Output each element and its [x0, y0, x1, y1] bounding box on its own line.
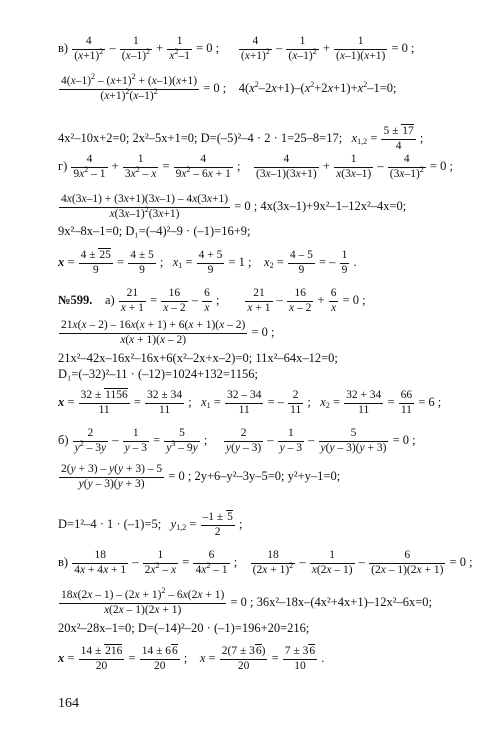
- page-number: 164: [58, 696, 79, 711]
- item-g-common-denominator: $\frac{4x(3x-1) + (3x+1)(3x-1) - 4x(3x+1)}{x(3x-1)^2(3x+1)}$ = 0 ; 4x(3x–1)+9x²–1–12x²–4x=0;: [61, 193, 407, 220]
- problem-599-a-equation: №599. а) $\frac{21}{x + 1}$ = $\frac{16}{x - 2}$ – $\frac{6}{x}$ ; $\frac{21}{x + 1}$ – $\frac{16}{x - 2}$ + $\frac{6}{x}$ = 0 ;: [58, 287, 366, 314]
- problem-599-b-common-denominator: $\frac{2(y + 3) - y(y + 3) - 5}{y(y - 3)(y + 3)}$ = 0 ; 2y+6–y²–3y–5=0; y²+y–1=0;: [61, 463, 341, 490]
- item-g-equation: г) $\frac{4}{9x^2 - 1}$ + $\frac{1}{3x^2 - x}$ = $\frac{4}{9x^2 - 6x + 1}$ ; $\frac{4}{(3x-1)(3x+1)}$ + $\frac{1}{x(3x-1)}$ – $\frac{4}{(3x-1)^2}$ = 0 ;: [58, 153, 453, 180]
- item-label: г): [58, 158, 68, 173]
- problem-599-v-discriminant: 20x²–28x–1=0; D=(–14)²–20 · (–1)=196+20=216;: [58, 621, 310, 635]
- problem-599-a-discriminant: D₁=(–32)²–11 · (–12)=1024+132=1156;: [58, 367, 258, 381]
- problem-599-a-expanded: 21x²–42x–16x²–16x+6(x²–2x+x–2)=0; 11x²–64x–12=0;: [58, 351, 338, 365]
- item-g-discriminant: 9x²–8x–1=0; D₁=(–4)²–9 · (–1)=16+9;: [58, 224, 251, 238]
- problem-599-v-roots: x = $\frac{14 \pm 216}{20}$ = $\frac{14 \pm 66}{20}$ ; x = $\frac{2(7 \pm 36)}{20}$ = $\frac{7 \pm 36}{10}$ .: [58, 645, 325, 672]
- problem-599-v-equation: в) $\frac{18}{4x + 4x + 1}$ – $\frac{1}{2x^2 - x}$ = $\frac{6}{4x^2 - 1}$ ; $\frac{18}{(2x + 1)^2}$ – $\frac{1}{x(2x - 1)}$ – $\frac{6}{(2x - 1)(2x + 1)}$ = 0 ;: [58, 549, 473, 576]
- problem-599-a-roots: x = $\frac{32 \pm 1156}{11}$ = $\frac{32 \pm 34}{11}$ ; $x_1$ = $\frac{32 - 34}{11}$ = – $\frac{2}{11}$ ; $x_2$ = $\frac{32 + 34}{11}$ = $\frac{66}{11}$ = 6 ;: [58, 389, 442, 416]
- item-v1-common-denominator: $\frac{4(x-1)^2 - (x+1)^2 + (x-1)(x+1)}{(x+1)^2(x-1)^2}$ = 0 ; $4(x^2-2x+1)-(x^2+2x+1)+x^2-1=0$;: [61, 72, 397, 102]
- problem-599-v-common-denominator: $\frac{18x(2x - 1) - (2x + 1)^2 - 6x(2x + 1)}{x(2x - 1)(2x + 1)}$ = 0 ; 36x²–18x–(4x²+4x+1)–12x²–6x=0;: [61, 586, 433, 616]
- item-label: в): [58, 40, 69, 55]
- problem-label: №599.: [58, 292, 93, 307]
- item-g-roots: x = $\frac{4 \pm 25}{9}$ = $\frac{4 \pm 5}{9}$ ; $x_1$ = $\frac{4 + 5}{9}$ = 1 ; $x_2$ = $\frac{4 - 5}{9}$ = – $\frac{1}{9}$ .: [58, 249, 357, 276]
- problem-599-a-common-denominator: $\frac{21x(x - 2) - 16x(x + 1) + 6(x + 1)(x - 2)}{x(x + 1)(x - 2)}$ = 0 ;: [61, 319, 275, 346]
- problem-599-b-equation: б) $\frac{2}{y^2 - 3y}$ – $\frac{1}{y - 3}$ = $\frac{5}{y^3 - 9y}$ ; $\frac{2}{y(y - 3)}$ – $\frac{1}{y - 3}$ – $\frac{5}{y(y - 3)(y + 3)}$ = 0 ;: [58, 427, 416, 454]
- item-v1-discriminant: 4x²–10x+2=0; 2x²–5x+1=0; D=(–5)²–4 · 2 · 1=25–8=17; $x_{1,2}$ = $\frac{5 \pm 17}{4}$ ;: [58, 125, 424, 152]
- discriminant-text: 4x²–10x+2=0; 2x²–5x+1=0; D=(–5)²–4 · 2 · 1=25–8=17;: [58, 130, 343, 145]
- item-v1-equation: в) $\frac{4}{(x+1)^2}$ – $\frac{1}{(x-1)^2}$ + $\frac{1}{x^2-1}$ = 0 ; $\frac{4}{(x+1)^2}$ – $\frac{1}{(x-1)^2}$ + $\frac{1}{(x-1)(x+1)}$ = 0 ;: [58, 35, 415, 62]
- problem-599-b-discriminant: D=1²–4 · 1 · (–1)=5; $y_{1,2}$ = $\frac{-1 \pm 5}{2}$ ;: [58, 511, 243, 538]
